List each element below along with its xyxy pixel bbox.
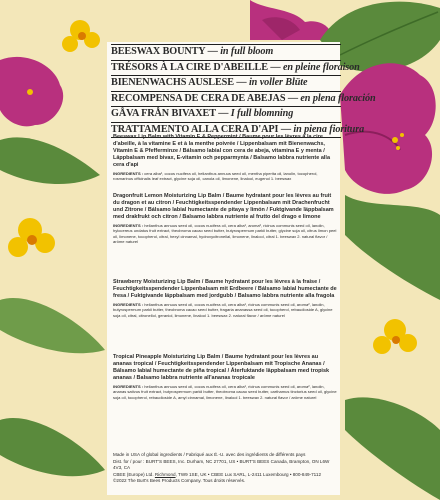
product-section-dragonfruit: [113, 193, 338, 245]
product-name: Beeswax Lip Balm with Vitamin E & Peppermint / Baume pour les lèvres à la cire d'abeille, à la vitamine E et à la menthe poivrée / Lippenbalsam mit Bienenwachs, Vitamin E & Pfefferminze / Bálsamo labial con cera de abeja, vitamina E y menta / Läppbalsam med bivax, E-vitamin och pepparmynta / Balsamo labbra nutriente alla cera d'api: [113, 134, 331, 169]
left-magenta-flower: [0, 57, 63, 127]
product-section-strawberry: [113, 279, 338, 318]
left-leaf-lower: [0, 298, 105, 353]
footer-info: [113, 452, 338, 485]
right-leaf-lower: [345, 195, 440, 300]
right-yellow-flower-bottom: [373, 319, 417, 354]
footer-copyright: ©2022 The Burt's Bees Products Company. Tous droits réservés.: [113, 478, 246, 484]
title-line-es: RECOMPENSA DE CERA DE ABEJAS — en plena floración: [111, 92, 376, 104]
product-name: Dragonfruit Lemon Moisturizing Lip Balm / Baume hydratant pour les lèvres au fruit du dragon et au citron / Feuchtigkeitsspendender Lippenbalsam mit Drachenfrucht und Zitrone / Bálsamo labial humectante de pitaya y limón / Fuktgivande läppbalsam med drakfrukt och citron / Balsamo labbra nutriente al frutto del drago e limone: [113, 193, 334, 221]
title-line-sv: GÅVA FRÅN BIVAXET — I full blomning: [111, 108, 294, 119]
top-magenta-flower: [250, 0, 331, 40]
product-name: Tropical Pineapple Moisturizing Lip Balm / Baume hydratant pour les lèvres au ananas tropical / Feuchtigkeitsspendender Lippenbalsam mit Tropische Ananas / Bálsamo labial humectante de piña tropical / Återfuktande läppbalsam med tropisk ananas / Balsamo labbra nutriente all'ananas tropicale: [113, 354, 330, 382]
title-line-en: BEESWAX BOUNTY — in full bloom: [111, 46, 274, 57]
title-line-it: TRATTAMENTO ALLA CERA D'API — in piena fioritura: [111, 123, 365, 135]
ingredients-list: INGREDIENTS : helianthus annuus seed oil, cocos nucifera oil, cera alba¹, aroma², ricinus communis seed oil, lanolin, hylocereus undatus fruit extract, theobroma cacao seed butter, butyrospermum parkii butter, glycine soja oil, citrus limon peel oil, limonene, tocopherol, citral, hexyl cinnamal, hydroxycitronellal, limonene, linalool, citral 1. beeswax 2. natural flavor / arôme naturel: [113, 222, 337, 245]
footer-europe: CBEE (Europe) Ltd. Richmond, TW9 1SE, UK • CBEE Lux SARL, L-2411 Luxembourg • 800-849-7112: [113, 471, 322, 477]
title-line-fr: TRÉSORS À LA CIRE D'ABEILLE — en pleine floraison: [111, 61, 360, 73]
title-line-de: BIENENWACHS AUSLESE — in voller Blüte: [111, 77, 308, 88]
product-name: Strawberry Moisturizing Lip Balm / Baume hydratant pour les lèvres à la fraise / Feuchtigkeitsspendender Lippenbalsam mit Erdbeere / Bálsamo labial humectante de fresa / Fuktgivande läppbalsam med jordgubb / Balsamo labbra nutriente alla fragola: [113, 279, 337, 300]
footer-made-in: Made in USA of global ingredients / Fabriqué aux É.-U. avec des ingrédients de différents pays: [113, 452, 306, 457]
product-section-pineapple: [113, 354, 338, 400]
ingredients-list: INGREDIENTS : helianthus annuus seed oil, cocos nucifera oil, cera alba¹, ricinus communis seed oil, aroma², lanolin, ananas sativus fruit extract, butyrospermum parkii butter, theobroma cacao seed butter, carthamus tinctorius seed oil, glycine soja oil, tocopherol, rebaudioside A, amyl cinnamal, limonene, linalool 1. beeswax 2. natural flavor / arôme naturel: [113, 383, 337, 400]
product-titles: [111, 44, 376, 138]
footer-distributor: Dist. for / pour : BURT'S BEES, Inc. Durham, NC 27701, US • BURT'S BEES Canada, Brampton, ON L6W 4V3, CA: [113, 458, 330, 471]
left-leaf: [0, 137, 100, 184]
ingredients-list: INGREDIENTS : cera alba¹, cocos nucifera oil, helianthus annuus seed oil, mentha piperita oil, lanolin, tocopherol, rosmarinus officinalis leaf extract, glycine soja oil, canola oil, limonene, linalool, eugenol 1. beeswax: [113, 170, 318, 182]
left-yellow-flower-bottom: [8, 218, 55, 257]
left-leaf-bottom: [0, 418, 105, 476]
ingredients-list: INGREDIENTS : helianthus annuus seed oil, cocos nucifera oil, cera alba¹, ricinus communis seed oil, aroma², lanolin, butyrospermum parkii butter, theobroma cacao seed butter, fragaria ananassa seed oil, tocopherol, rebaudioside A, glycine soja oil, citral, citronellol, geraniol, limonene, linalool 1. beeswax 2. natural flavor / arôme naturel: [113, 301, 333, 318]
right-leaf-bottom: [345, 397, 440, 500]
left-yellow-flower-top: [62, 20, 100, 52]
footer-richmond-link: Richmond: [154, 471, 176, 477]
product-section-peppermint: [113, 134, 338, 182]
